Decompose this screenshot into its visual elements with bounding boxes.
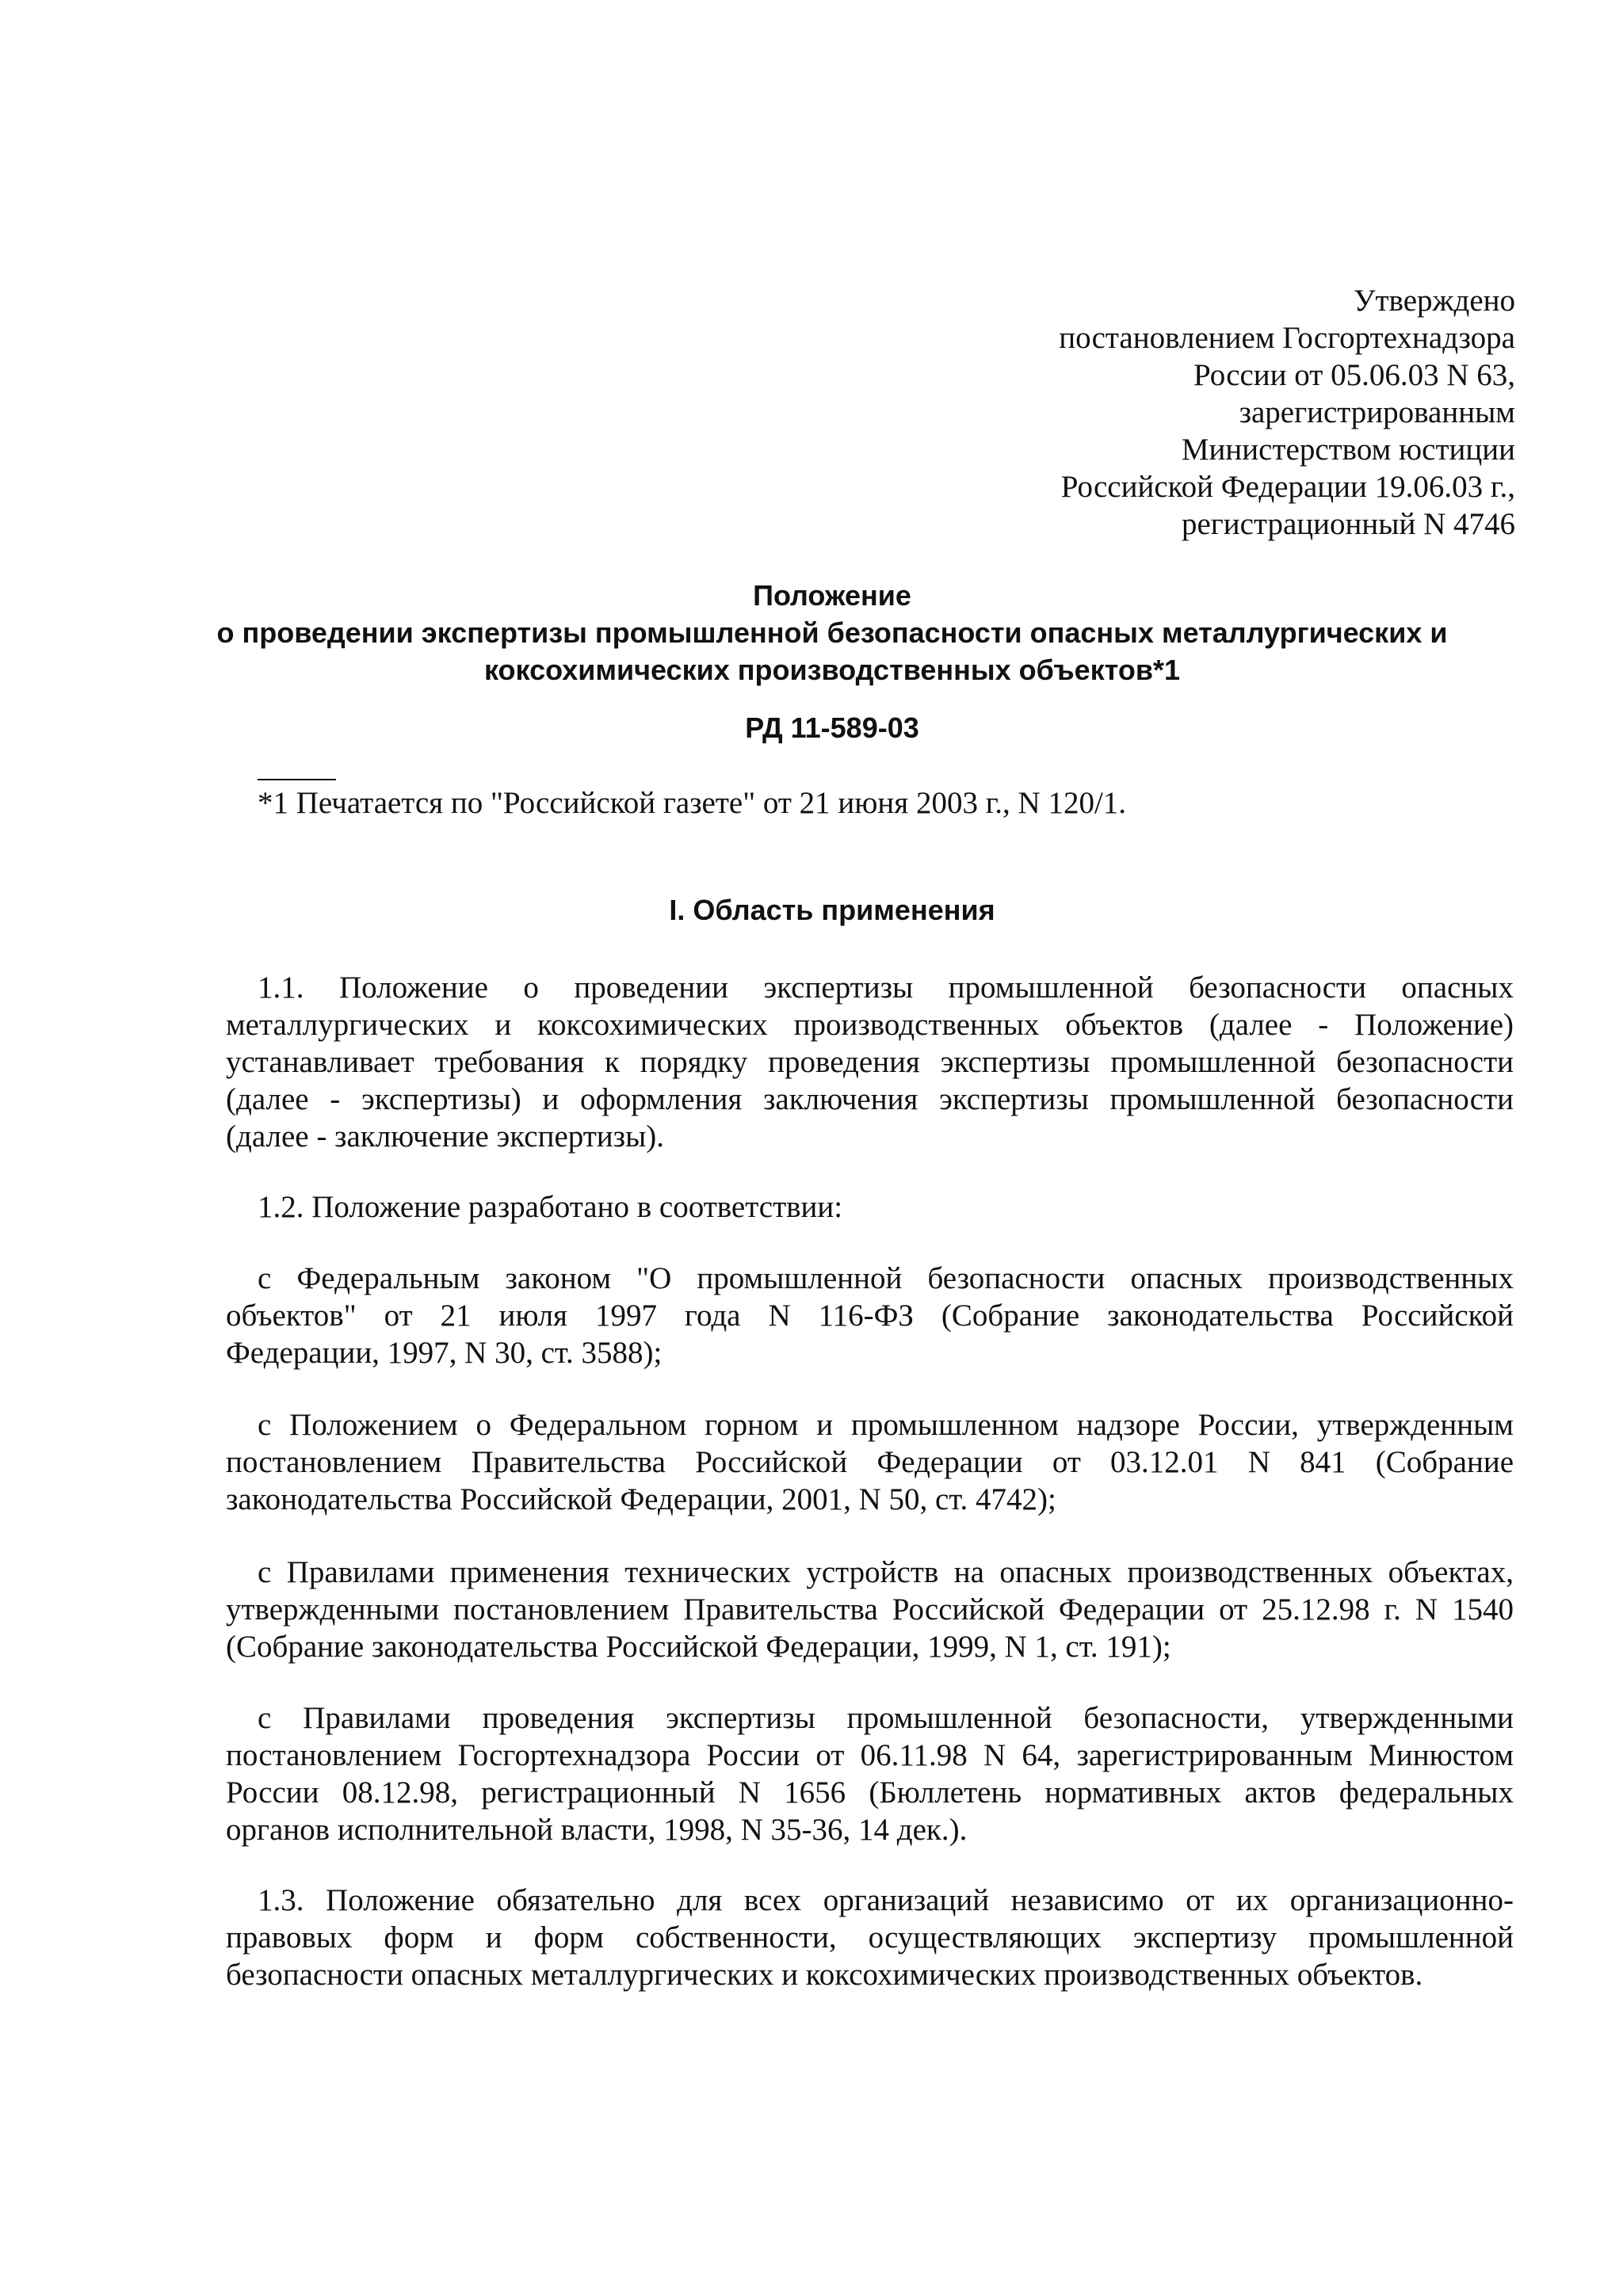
- paragraph-line: с Правилами проведения экспертизы промышленной безопасности, утвержденными: [258, 1701, 1514, 1735]
- title-line: Положение: [753, 579, 911, 612]
- footnote: *1 Печатается по "Российской газете" от 21 июня 2003 г., N 120/1.: [258, 786, 1127, 820]
- paragraph: [226, 969, 1514, 1155]
- paragraph: [226, 1260, 1514, 1371]
- paragraph-line: с Правилами применения технических устройств на опасных производственных объектах,: [258, 1555, 1514, 1589]
- paragraph-line: устанавливает требования к порядку проведения экспертизы промышленной безопасности: [226, 1045, 1514, 1079]
- paragraph-line: Федерации, 1997, N 30, ст. 3588);: [226, 1336, 663, 1370]
- paragraph-line: объектов" от 21 июля 1997 года N 116-ФЗ (Собрание законодательства Российской: [226, 1299, 1514, 1333]
- paragraph-line: (далее - экспертизы) и оформления заключения экспертизы промышленной безопасности: [226, 1082, 1514, 1116]
- paragraph-line: 1.3. Положение обязательно для всех организаций независимо от их организационно-: [258, 1883, 1514, 1917]
- approval-line: постановлением Госгортехнадзора: [1059, 321, 1515, 355]
- paragraph-line: (Собрание законодательства Российской Федерации, 1999, N 1, ст. 191);: [226, 1630, 1171, 1664]
- paragraph-line: законодательства Российской Федерации, 2001, N 50, ст. 4742);: [226, 1482, 1056, 1516]
- paragraph-line: правовых форм и форм собственности, осуществляющих экспертизу промышленной: [226, 1920, 1514, 1955]
- paragraph-line: с Положением о Федеральном горном и промышленном надзоре России, утвержденным: [258, 1408, 1514, 1442]
- approval-line: зарегистрированным: [1239, 395, 1515, 429]
- paragraph-line: утвержденными постановлением Правительства Российской Федерации от 25.12.98 г. N 1540: [226, 1592, 1514, 1627]
- paragraph-line: постановлением Правительства Российской Федерации от 03.12.01 N 841 (Собрание: [226, 1445, 1514, 1479]
- paragraph-line: безопасности опасных металлургических и коксохимических производственных объектов.: [226, 1958, 1423, 1992]
- footnote-divider: [258, 779, 336, 780]
- approval-line: Российской Федерации 19.06.03 г.,: [1060, 470, 1515, 504]
- approval-block: [1059, 282, 1515, 543]
- paragraph: [226, 1699, 1514, 1848]
- paragraph-line: металлургических и коксохимических производственных объектов (далее - Положение): [226, 1008, 1514, 1042]
- title-line: о проведении экспертизы промышленной безопасности опасных металлургических и: [216, 616, 1448, 649]
- paragraph-line: органов исполнительной власти, 1998, N 35-36, 14 дек.).: [226, 1813, 968, 1847]
- approval-line: России от 05.06.03 N 63,: [1193, 358, 1515, 392]
- paragraph: [226, 1406, 1514, 1518]
- paragraph-line: России 08.12.98, регистрационный N 1656 (Бюллетень нормативных актов федеральных: [226, 1775, 1514, 1810]
- paragraph-line: 1.2. Положение разработано в соответствии:: [258, 1190, 843, 1224]
- paragraph-line: постановлением Госгортехнадзора России от 06.11.98 N 64, зарегистрированным Минюстом: [226, 1738, 1514, 1772]
- document-title: [158, 577, 1506, 688]
- paragraph-line: (далее - заключение экспертизы).: [226, 1119, 665, 1154]
- title-line: коксохимических производственных объектов*1: [484, 654, 1180, 686]
- approval-line: регистрационный N 4746: [1181, 507, 1515, 541]
- paragraph-line: с Федеральным законом "О промышленной безопасности опасных производственных: [258, 1261, 1514, 1295]
- document-code: РД 11-589-03: [745, 711, 919, 744]
- approval-line: Министерством юстиции: [1181, 433, 1515, 467]
- paragraph-line: 1.1. Положение о проведении экспертизы промышленной безопасности опасных: [258, 971, 1514, 1005]
- paragraph: [226, 1882, 1514, 1993]
- section-heading: I. Область применения: [669, 894, 995, 926]
- paragraph: [226, 1188, 1514, 1226]
- approval-line: Утверждено: [1353, 284, 1515, 318]
- paragraph: [226, 1554, 1514, 1665]
